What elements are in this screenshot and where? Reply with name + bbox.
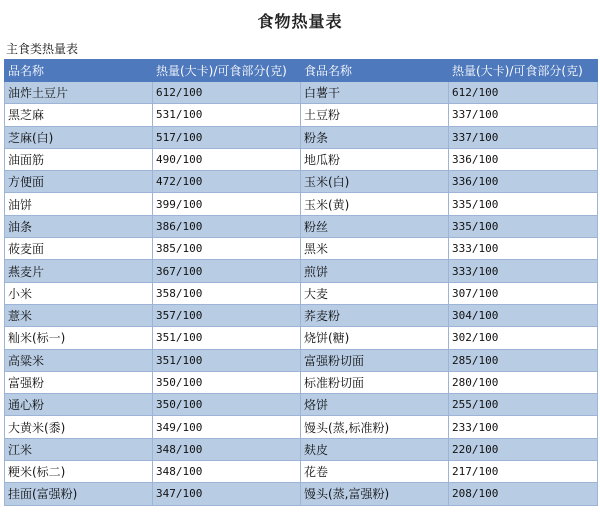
food-name-left: 油饼 <box>5 193 153 215</box>
food-name-right: 花卷 <box>301 461 449 483</box>
food-name-right: 馒头(蒸,标准粉) <box>301 416 449 438</box>
calories-left: 348/100 <box>153 438 301 460</box>
food-name-right: 大麦 <box>301 282 449 304</box>
table-row <box>5 371 598 393</box>
calories-right: 333/100 <box>449 260 598 282</box>
table-row <box>5 327 598 349</box>
calories-left: 350/100 <box>153 371 301 393</box>
calories-right: 285/100 <box>449 349 598 371</box>
calories-left: 350/100 <box>153 394 301 416</box>
table-row <box>5 104 598 126</box>
calories-left: 357/100 <box>153 304 301 326</box>
header-food-name-2: 食品名称 <box>301 60 449 82</box>
table-row <box>5 126 598 148</box>
food-name-right: 土豆粉 <box>301 104 449 126</box>
food-name-left: 粳米(标二) <box>5 461 153 483</box>
calories-left: 349/100 <box>153 416 301 438</box>
table-row <box>5 148 598 170</box>
calories-right: 217/100 <box>449 461 598 483</box>
calories-right: 220/100 <box>449 438 598 460</box>
calories-right: 337/100 <box>449 104 598 126</box>
food-name-left: 方便面 <box>5 171 153 193</box>
table-row <box>5 349 598 371</box>
calories-right: 233/100 <box>449 416 598 438</box>
food-name-right: 馒头(蒸,富强粉) <box>301 483 449 505</box>
calories-right: 302/100 <box>449 327 598 349</box>
calories-right: 336/100 <box>449 171 598 193</box>
calories-right: 612/100 <box>449 82 598 104</box>
table-row <box>5 438 598 460</box>
food-name-left: 通心粉 <box>5 394 153 416</box>
food-name-left: 油炸土豆片 <box>5 82 153 104</box>
header-calories-1: 热量(大卡)/可食部分(克) <box>153 60 301 82</box>
food-name-left: 油条 <box>5 215 153 237</box>
calories-left: 517/100 <box>153 126 301 148</box>
calories-right: 307/100 <box>449 282 598 304</box>
calories-left: 531/100 <box>153 104 301 126</box>
food-name-left: 大黄米(黍) <box>5 416 153 438</box>
table-body <box>5 82 598 506</box>
table-row <box>5 238 598 260</box>
food-name-left: 薏米 <box>5 304 153 326</box>
calories-right: 336/100 <box>449 148 598 170</box>
calories-left: 347/100 <box>153 483 301 505</box>
header-food-name-1: 品名称 <box>5 60 153 82</box>
food-name-left: 黑芝麻 <box>5 104 153 126</box>
table-row <box>5 461 598 483</box>
food-name-left: 高粱米 <box>5 349 153 371</box>
food-name-right: 黑米 <box>301 238 449 260</box>
food-name-left: 燕麦片 <box>5 260 153 282</box>
food-name-right: 烧饼(糖) <box>301 327 449 349</box>
calories-left: 367/100 <box>153 260 301 282</box>
table-row <box>5 193 598 215</box>
calories-left: 472/100 <box>153 171 301 193</box>
calories-left: 386/100 <box>153 215 301 237</box>
food-name-left: 芝麻(白) <box>5 126 153 148</box>
calories-right: 255/100 <box>449 394 598 416</box>
food-name-right: 玉米(黄) <box>301 193 449 215</box>
calories-right: 335/100 <box>449 193 598 215</box>
table-row <box>5 260 598 282</box>
calories-right: 280/100 <box>449 371 598 393</box>
calories-right: 335/100 <box>449 215 598 237</box>
table-caption: 主食类热量表 <box>6 42 79 56</box>
food-name-right: 烙饼 <box>301 394 449 416</box>
food-name-left: 油面筋 <box>5 148 153 170</box>
food-name-right: 麸皮 <box>301 438 449 460</box>
header-row <box>5 60 598 82</box>
food-name-right: 地瓜粉 <box>301 148 449 170</box>
food-name-right: 标准粉切面 <box>301 371 449 393</box>
table-row <box>5 82 598 104</box>
food-name-left: 籼米(标一) <box>5 327 153 349</box>
calories-left: 385/100 <box>153 238 301 260</box>
calories-left: 351/100 <box>153 327 301 349</box>
table-row <box>5 483 598 505</box>
food-name-left: 富强粉 <box>5 371 153 393</box>
calories-left: 351/100 <box>153 349 301 371</box>
food-name-right: 富强粉切面 <box>301 349 449 371</box>
calories-left: 399/100 <box>153 193 301 215</box>
table-row <box>5 394 598 416</box>
food-name-left: 莜麦面 <box>5 238 153 260</box>
calories-left: 612/100 <box>153 82 301 104</box>
calories-left: 490/100 <box>153 148 301 170</box>
food-name-right: 粉条 <box>301 126 449 148</box>
table-row <box>5 215 598 237</box>
food-name-right: 白薯干 <box>301 82 449 104</box>
food-name-right: 煎饼 <box>301 260 449 282</box>
calories-right: 208/100 <box>449 483 598 505</box>
table-row <box>5 282 598 304</box>
calories-left: 348/100 <box>153 461 301 483</box>
calories-left: 358/100 <box>153 282 301 304</box>
table-row <box>5 304 598 326</box>
food-name-left: 江米 <box>5 438 153 460</box>
calories-right: 337/100 <box>449 126 598 148</box>
calories-right: 304/100 <box>449 304 598 326</box>
header-calories-2: 热量(大卡)/可食部分(克) <box>449 60 598 82</box>
table-row <box>5 171 598 193</box>
calorie-table <box>4 59 598 506</box>
table-row <box>5 416 598 438</box>
page-title: 食物热量表 <box>257 12 343 31</box>
food-name-right: 荞麦粉 <box>301 304 449 326</box>
food-name-right: 粉丝 <box>301 215 449 237</box>
food-name-left: 小米 <box>5 282 153 304</box>
calories-right: 333/100 <box>449 238 598 260</box>
food-name-left: 挂面(富强粉) <box>5 483 153 505</box>
food-name-right: 玉米(白) <box>301 171 449 193</box>
